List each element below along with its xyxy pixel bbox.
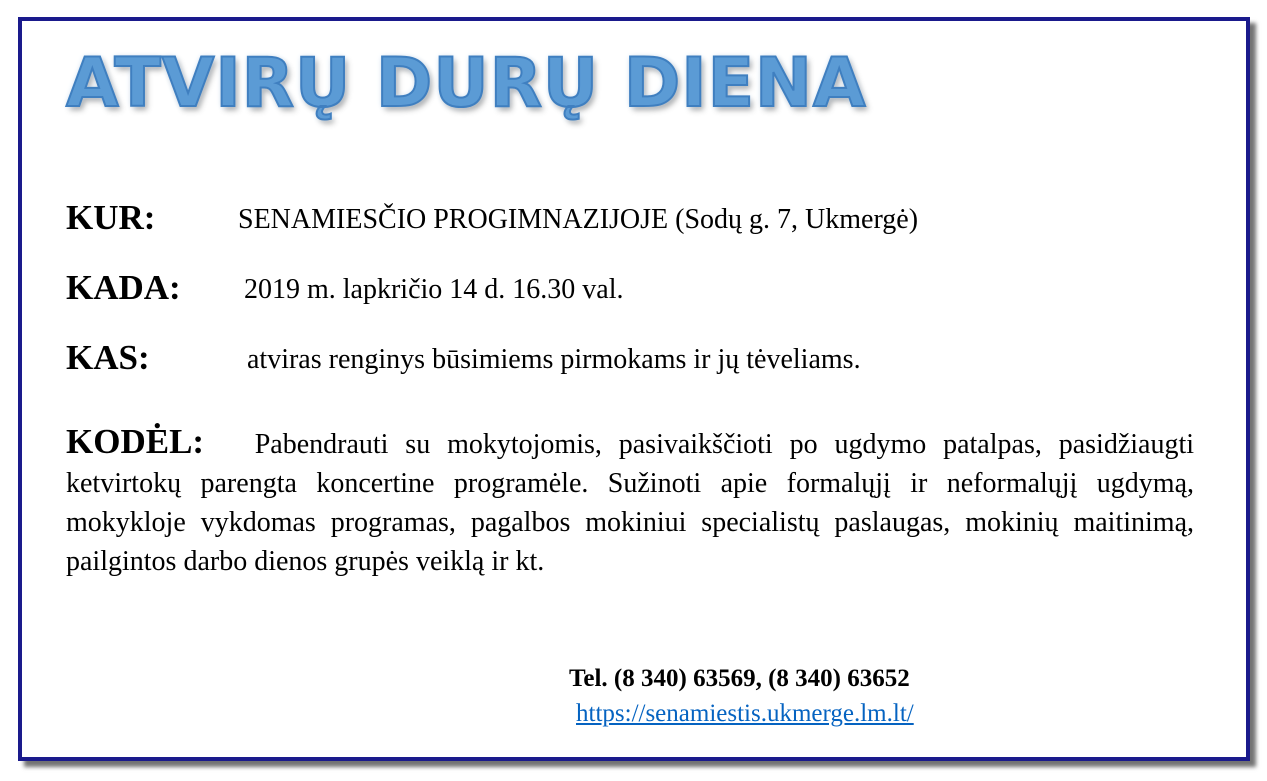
kada-value: 2019 m. lapkričio 14 d. 16.30 val. <box>244 274 624 305</box>
website-link[interactable]: https://senamiestis.ukmerge.lm.lt/ <box>576 700 914 727</box>
phone-numbers: Tel. (8 340) 63569, (8 340) 63652 <box>569 665 910 692</box>
kas-value: atviras renginys būsimiems pirmokams ir jų tėveliams. <box>247 344 861 375</box>
kodel-value: Pabendrauti su mokytojomis, pasivaikščioti po ugdymo patalpas, pasidžiaugti ketvirtokų parengta koncertine programėle. Sužinoti apie formalųjį ir neformalųjį ugdymą, mokykloje vykdomas programas, pagalbos mokiniui specialistų paslaugas, mokinių maitinimą, pailgintos darbo dienos grupės veiklą ir kt. <box>66 429 1195 577</box>
kur-value: SENAMIESČIO PROGIMNAZIJOJE (Sodų g. 7, Ukmergė) <box>238 204 919 235</box>
kas-label: KAS: <box>66 338 150 377</box>
kodel-paragraph <box>66 422 1194 581</box>
poster-frame <box>18 17 1250 761</box>
poster-title: ATVIRŲ DURŲ DIENA <box>66 44 867 123</box>
kada-label: KADA: <box>66 268 181 307</box>
kur-label: KUR: <box>66 198 156 237</box>
kodel-label: KODĖL: <box>66 422 205 461</box>
